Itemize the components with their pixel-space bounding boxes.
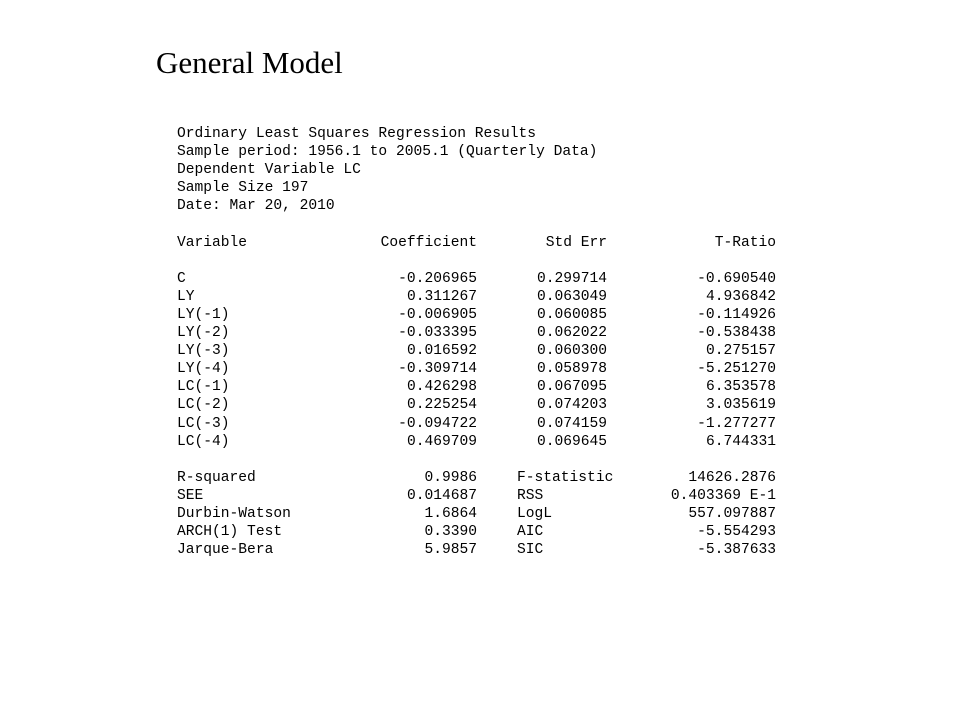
table-row — [177, 378, 776, 396]
std-err-cell: 0.060085 — [536, 306, 607, 323]
stat-label: SEE — [177, 487, 204, 504]
column-header-variable: Variable — [177, 234, 248, 251]
stat-label: Jarque-Bera — [177, 542, 274, 559]
column-header-t-ratio: T-Ratio — [714, 234, 776, 251]
coefficient-cell: 0.426298 — [406, 379, 477, 396]
stat-label: F-statistic — [517, 469, 614, 486]
spacer — [177, 451, 776, 469]
t-ratio-cell: -0.538438 — [697, 325, 776, 342]
stats-row — [177, 505, 776, 523]
table-row — [177, 433, 776, 451]
stat-gap — [477, 505, 517, 523]
std-err-cell: 0.074203 — [536, 397, 607, 414]
stat-value: 1.6864 — [424, 505, 477, 522]
stats-row — [177, 541, 776, 559]
stat-label: AIC — [517, 524, 544, 541]
stat-label: RSS — [517, 487, 544, 504]
stat-value: -5.387633 — [697, 542, 776, 559]
variable-cell: LC(-1) — [177, 379, 230, 396]
stat-label: R-squared — [177, 469, 256, 486]
stat-gap — [477, 469, 517, 487]
coefficient-cell: 0.225254 — [406, 397, 477, 414]
t-ratio-cell: -0.690540 — [697, 270, 776, 287]
spacer — [177, 252, 776, 270]
std-err-cell: 0.063049 — [536, 288, 607, 305]
stat-gap — [477, 541, 517, 559]
stat-label: ARCH(1) Test — [177, 524, 283, 541]
variable-cell: LY — [177, 288, 195, 305]
stat-gap — [477, 523, 517, 541]
stat-label: Durbin-Watson — [177, 505, 291, 522]
column-header-std-err: Std Err — [545, 234, 607, 251]
header-line-sample-period: Sample period: 1956.1 to 2005.1 (Quarterly Data) — [177, 144, 598, 161]
stat-gap — [477, 487, 517, 505]
t-ratio-cell: -0.114926 — [697, 306, 776, 323]
variable-cell: LC(-3) — [177, 415, 230, 432]
stat-label: LogL — [517, 505, 553, 522]
table-row — [177, 342, 776, 360]
stat-value: 0.014687 — [406, 487, 477, 504]
stat-value: 0.9986 — [424, 469, 477, 486]
stats-row — [177, 487, 776, 505]
variable-cell: LC(-4) — [177, 433, 230, 450]
variable-cell: LY(-4) — [177, 361, 230, 378]
table-row — [177, 288, 776, 306]
variable-cell: LY(-3) — [177, 343, 230, 360]
coefficient-cell: -0.006905 — [398, 306, 477, 323]
table-header-row — [177, 234, 776, 252]
header-line-title: Ordinary Least Squares Regression Results — [177, 126, 537, 142]
regression-output — [177, 125, 776, 559]
t-ratio-cell: 6.744331 — [705, 433, 776, 450]
coefficient-cell: -0.094722 — [398, 415, 477, 432]
std-err-cell: 0.062022 — [536, 325, 607, 342]
stat-value: 557.097887 — [688, 505, 776, 522]
stat-value: 14626.2876 — [688, 469, 776, 486]
table-row — [177, 415, 776, 433]
stat-label: SIC — [517, 542, 544, 559]
variable-cell: LY(-2) — [177, 325, 230, 342]
stat-value: -5.554293 — [697, 524, 776, 541]
stat-value: 5.9857 — [424, 542, 477, 559]
table-row — [177, 306, 776, 324]
t-ratio-cell: 3.035619 — [705, 397, 776, 414]
coefficient-cell: 0.469709 — [406, 433, 477, 450]
std-err-cell: 0.069645 — [536, 433, 607, 450]
std-err-cell: 0.074159 — [536, 415, 607, 432]
t-ratio-cell: 4.936842 — [705, 288, 776, 305]
stat-value: 0.403369 E-1 — [670, 487, 776, 504]
coefficient-cell: -0.206965 — [398, 270, 477, 287]
variable-cell: LY(-1) — [177, 306, 230, 323]
stats-row — [177, 469, 776, 487]
spacer — [177, 215, 776, 233]
header-line-dependent-variable: Dependent Variable LC — [177, 162, 361, 179]
t-ratio-cell: 6.353578 — [705, 379, 776, 396]
table-row — [177, 270, 776, 288]
coefficient-cell: 0.016592 — [406, 343, 477, 360]
stat-value: 0.3390 — [424, 524, 477, 541]
variable-cell: C — [177, 270, 186, 287]
std-err-cell: 0.299714 — [536, 270, 607, 287]
std-err-cell: 0.058978 — [536, 361, 607, 378]
t-ratio-cell: -1.277277 — [697, 415, 776, 432]
t-ratio-cell: -5.251270 — [697, 361, 776, 378]
std-err-cell: 0.067095 — [536, 379, 607, 396]
header-line-sample-size: Sample Size 197 — [177, 180, 309, 197]
page-title: General Model — [156, 45, 343, 80]
table-row — [177, 324, 776, 342]
coefficient-cell: 0.311267 — [406, 288, 477, 305]
stats-row — [177, 523, 776, 541]
variable-cell: LC(-2) — [177, 397, 230, 414]
std-err-cell: 0.060300 — [536, 343, 607, 360]
t-ratio-cell: 0.275157 — [705, 343, 776, 360]
table-row — [177, 396, 776, 414]
column-header-coefficient: Coefficient — [380, 234, 477, 251]
coefficient-cell: -0.033395 — [398, 325, 477, 342]
header-line-date: Date: Mar 20, 2010 — [177, 198, 335, 215]
coefficient-cell: -0.309714 — [398, 361, 477, 378]
table-row — [177, 360, 776, 378]
